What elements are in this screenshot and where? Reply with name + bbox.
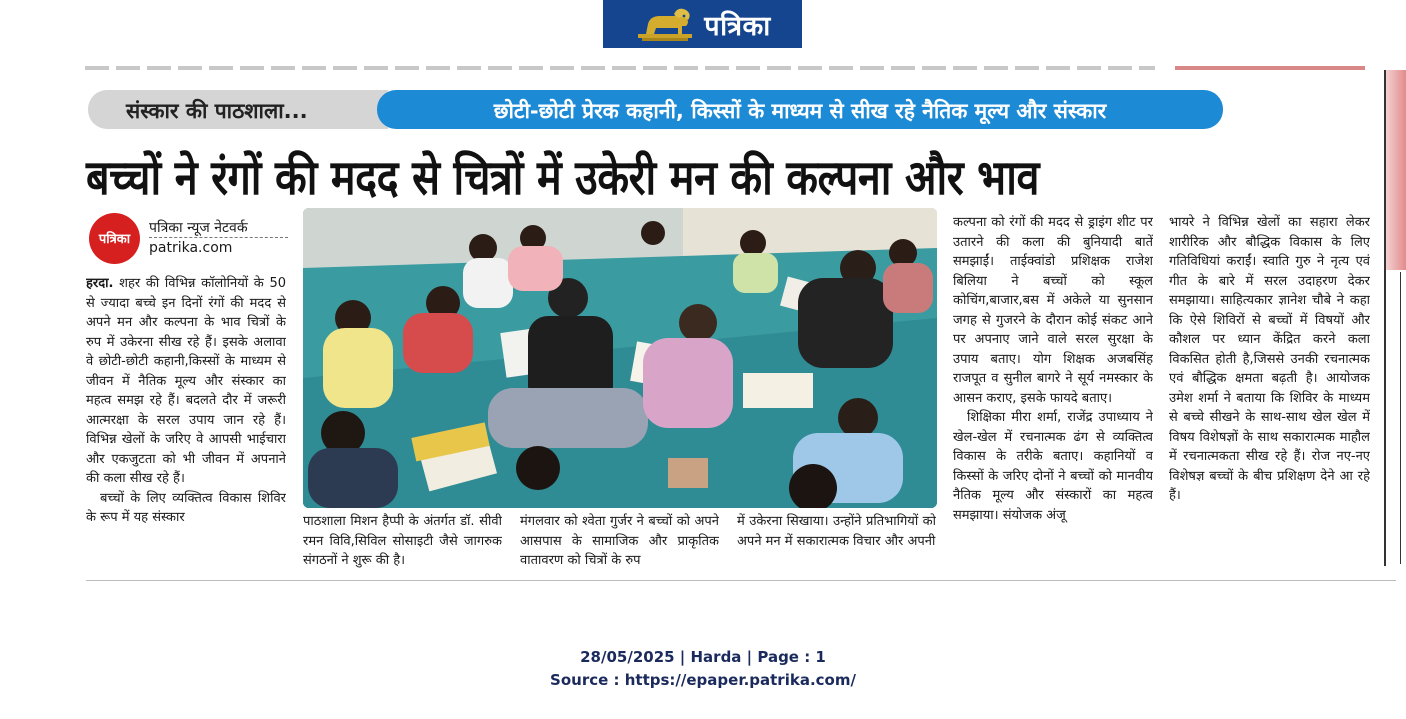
col5-para-1: कल्पना को रंगों की मदद से ड्राइंग शीट पर उतारने की कला की बुनियादी बातें समझाईं। ताईक्वांडो प्रशिक्षक राजेश बिलिया ने बच्चों को स्कूल कोचिंग,बाजार,बस में अकेले या सुनसान जगह से गुजरने के दौरान कोई संकट आने पर अपनाए जाने वाले सरल सुरक्षा के उपाय बताए। योग शिक्षक अजबसिंह राजपूत व सुनील बागरे ने सूर्य नमस्कार के आसन कराए, इसके फायदे बताए। [953, 215, 1153, 406]
footer-date-line: 28/05/2025 | Harda | Page : 1 [580, 648, 826, 666]
byline-site: patrika.com [149, 240, 233, 256]
dateline: हरदा. [86, 276, 114, 291]
article-column-4 [737, 512, 936, 572]
golden-lion-icon [634, 4, 696, 44]
col2-text: पाठशाला मिशन हैप्पी के अंतर्गत डॉ. सीवी रमन विवि,सिविल सोसाइटी जैसे जागरुक संगठनों ने शुरू की है। [303, 514, 502, 568]
article-column-1 [86, 274, 286, 570]
col1-para-1 [86, 274, 286, 489]
children-drawing-photo [303, 208, 937, 508]
col5-para-2: शिक्षिका मीरा शर्मा, राजेंद्र उपाध्याय ने खेल-खेल में रचनात्मक ढंग से व्यक्तित्व विकास के तरीके बताए। कहानियों व किस्सों के जरिए दोनों ने बच्चों को मानवीय नैतिक मूल्य और संस्कारों का महत्व समझाया। संयोजक अंजू [953, 410, 1153, 523]
kicker-text: संस्कार की पाठशाला... [126, 99, 308, 123]
headline: बच्चों ने रंगों की मदद से चित्रों में उकेरी मन की कल्पना और भाव [86, 150, 1039, 206]
masthead-title: पत्रिका [704, 10, 771, 42]
article-column-5 [953, 213, 1153, 571]
article-column-6 [1169, 213, 1370, 571]
byline-divider [149, 237, 288, 238]
byline-network: पत्रिका न्यूज नेटवर्क [149, 220, 248, 236]
photo-illustration [303, 208, 937, 508]
right-edge-line [1400, 272, 1401, 564]
logo-text: पत्रिका [98, 232, 131, 247]
col3-text: मंगलवार को श्वेता गुर्जर ने बच्चों को अपने आसपास के सामाजिक और प्राकृतिक वातावरण को चित्रों के रुप [520, 514, 719, 568]
col4-text: में उकेरना सिखाया। उन्होंने प्रतिभागियों को अपने मन में सकारात्मक विचार और अपनी [737, 514, 936, 549]
article-column-3 [520, 512, 719, 572]
subhead-text: छोटी-छोटी प्रेरक कहानी, किस्सों के माध्यम से सीख रहे नैतिक मूल्य और संस्कार [493, 99, 1107, 123]
col1-para-1-text: शहर की विभिन्न कॉलोनियों के 50 से ज्यादा बच्चे इन दिनों रंगों की मदद से अपने मन और कल्पना के भाव चित्रों के रुप में उकेरना सीख रहे हैं। इसके अलावा वे छोटी-छोटी कहानी,किस्सों के माध्यम से जीवन में नैतिक मूल्य और संस्कार का महत्व समझ रहे हैं। बदलते दौर में जरूरी आत्मरक्षा के सरल उपाय जान रहे हैं। विभिन्न खेलों के जरिए वे आपसी भाईचारा और एकजुटता को भी जीवन में अपनाने की कला सीख रहे हैं। [86, 276, 286, 486]
footer-source-line: Source : https://epaper.patrika.com/ [550, 671, 856, 689]
clipping-top-strip-red [1175, 66, 1365, 70]
bottom-border-line [86, 580, 1396, 581]
col6-text: भायरे ने विभिन्न खेलों का सहारा लेकर शारीरिक और बौद्धिक विकास के लिए गतिविधियां कराईं। स्वाति गुरु ने नृत्य एवं गीत के बारे में सरल उदाहरण देकर समझाया। साहित्यकार ज्ञानेश चौबे ने कहा कि ऐसे शिविरों से बच्चों में विषयों और कौशल पर ध्यान केंद्रित करने कला विकसित होती है,जिससे उनकी रचनात्मक एवं बौद्धिक क्षमता बढ़ती है। आयोजक उमेश शर्मा ने बताया कि शिविर के माध्यम से बच्चे सीखने के साथ-साथ खेल खेल में विषय विशेषज्ञों के साथ सकारात्मक माहौल में रचनात्मकता सीख रहे हैं। रोज नए-नए विशेषज्ञ बच्चों के बीच प्रशिक्षण देने आ रहे हैं। [1169, 215, 1370, 503]
clipping-top-strip [85, 66, 1155, 70]
masthead [603, 0, 802, 48]
patrika-logo-icon [89, 213, 140, 264]
kicker-label [88, 90, 388, 129]
col1-para-2: बच्चों के लिए व्यक्तित्व विकास शिविर के रूप में यह संस्कार [86, 490, 286, 525]
subhead-banner [377, 90, 1223, 129]
article-column-2 [303, 512, 502, 572]
adjacent-clipping-edge [1386, 70, 1406, 270]
